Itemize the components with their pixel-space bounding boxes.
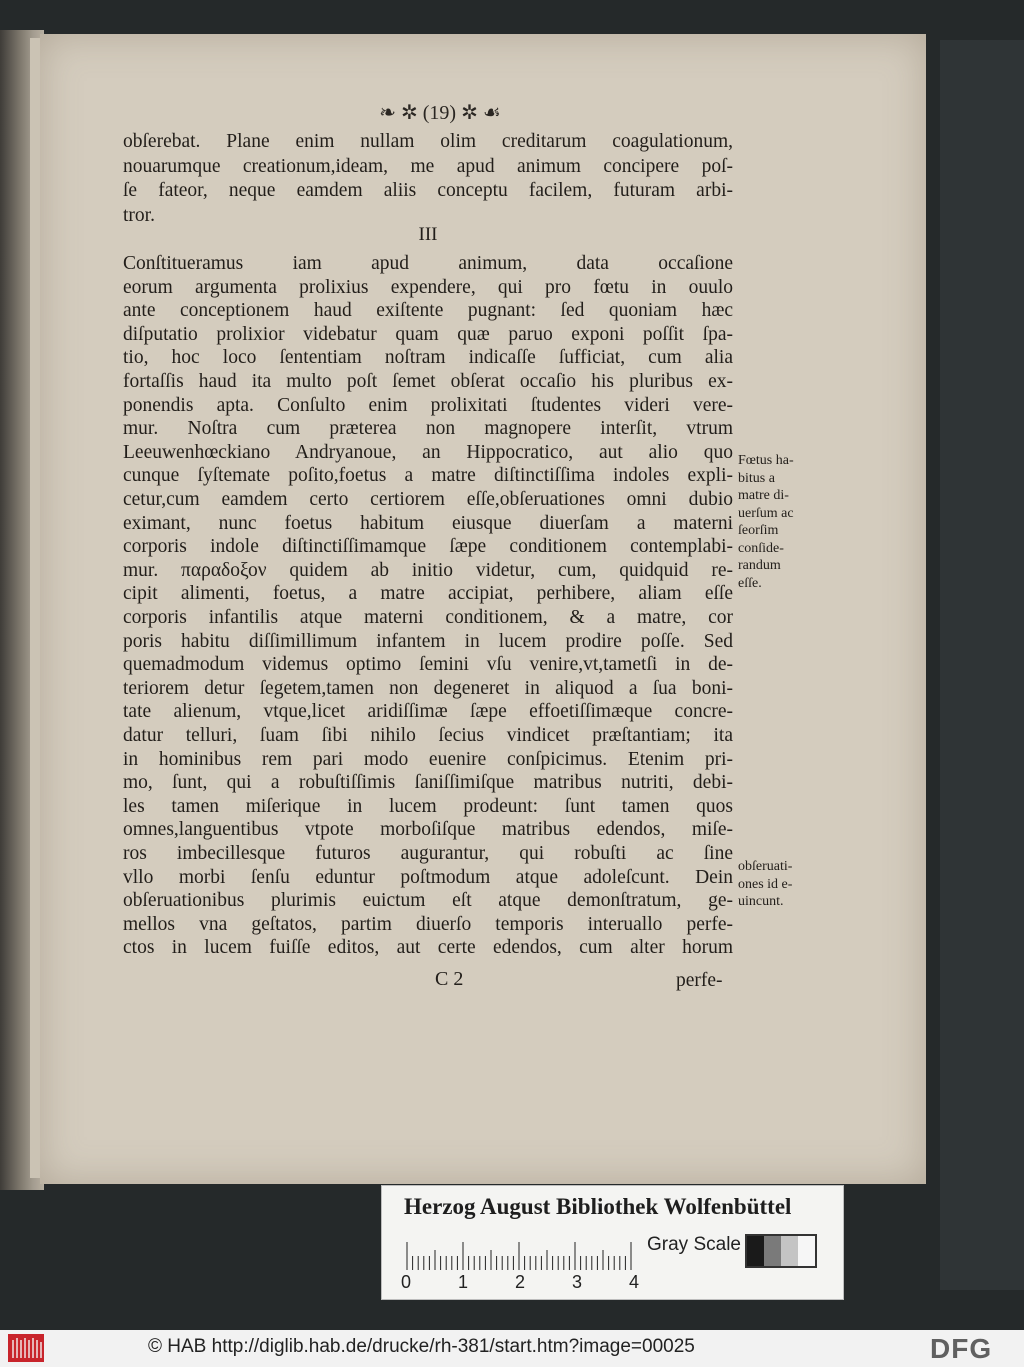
margin-note-line: ones id e- bbox=[738, 876, 793, 892]
footer-bar bbox=[0, 1330, 1024, 1367]
scan-background-stripe bbox=[940, 40, 1024, 1290]
catchword: perfe- bbox=[676, 970, 723, 991]
section-heading: III bbox=[418, 224, 438, 245]
text-line: nouarumque creationum,ideam, me apud animum concipere poſ- bbox=[123, 155, 733, 177]
page-ornament-right: ✲ ☙ bbox=[456, 102, 501, 124]
library-name: Herzog August Bibliothek Wolfenbüttel bbox=[404, 1194, 792, 1219]
grayscale-swatch bbox=[764, 1236, 781, 1266]
margin-note-line: ſeorſim bbox=[738, 523, 779, 538]
text-line: corporis infantilis atque materni conditionem, & a matre, cor bbox=[123, 607, 733, 628]
text-line: cipit alimenti, foetus, a matre accipiat, perhibere, aliam eſſe bbox=[123, 583, 733, 605]
text-line: corporis indole diſtinctiſſimamque ſæpe conditionem contemplabi- bbox=[123, 536, 733, 558]
text-line: les tamen miſerique in lucem prodeunt: ſunt tamen quos bbox=[123, 795, 733, 817]
ruler-label: 2 bbox=[515, 1272, 526, 1292]
text-line: ctos in lucem fuiſſe editos, aut certe edendos, cum alter horum bbox=[123, 937, 733, 959]
grayscale-swatch bbox=[781, 1236, 798, 1266]
text-line: mur. Noſtra cum præterea non magnopere interſit, vtrum bbox=[123, 418, 733, 440]
text-line: diſputatio prolixior videbatur quam quæ paruo exponi poſſit ſpa- bbox=[123, 323, 733, 345]
margin-note-line: randum bbox=[738, 558, 781, 573]
page-number-text: (19) bbox=[422, 102, 457, 124]
ruler-label: 4 bbox=[629, 1272, 640, 1292]
text-line: ros imbecillesque futuros augurantur, qui robuſti ac ſine bbox=[123, 843, 733, 864]
margin-note-line: conſide- bbox=[738, 540, 784, 556]
margin-note-line: eſſe. bbox=[738, 575, 762, 591]
ruler-label: 1 bbox=[458, 1272, 469, 1292]
text-line: obſerebat. Plane enim nullam olim creditarum coagulationum, bbox=[123, 131, 733, 152]
scale-card bbox=[381, 1185, 844, 1300]
page-number bbox=[330, 100, 550, 125]
text-line: eorum argumenta prolixius expendere, qui pro fœtu in ouulo bbox=[123, 276, 733, 298]
text-line: ſe fateor, neque eamdem aliis conceptu facilem, futuram arbi- bbox=[123, 180, 733, 201]
text-line: in hominibus rem pari modo euenire conſpicimus. Etenim pri- bbox=[123, 748, 733, 770]
text-line: quemadmodum videmus optimo ſemini vſu venire,vt,tametſi in de- bbox=[123, 654, 733, 676]
margin-note-line: bitus a bbox=[738, 470, 775, 486]
margin-note-line: Fœtus ha- bbox=[738, 453, 794, 468]
page-ornament-left: ❧ ✲ bbox=[379, 102, 423, 124]
signature-mark: C 2 bbox=[435, 968, 464, 990]
hab-logo-icon bbox=[8, 1334, 44, 1362]
text-line: poris habitu diſſimillimum infantem in lucem prodire poſſe. Sed bbox=[123, 630, 733, 652]
grayscale-swatch bbox=[747, 1236, 764, 1266]
text-line: cunque ſyſtemate poſito,foetus a matre diſtinctiſſima indoles expli- bbox=[123, 465, 733, 487]
ruler-label: 0 bbox=[401, 1272, 412, 1292]
text-line: datur telluri, ſuam ſibi nihilo ſecius vindicet præſtantiam; ita bbox=[123, 725, 733, 746]
text-line: eximant, nunc foetus habitum eiusque diuerſam a materni bbox=[123, 512, 733, 534]
text-line: mur. παραδοξον quidem ab initio videtur, cum, quidquid re- bbox=[123, 559, 733, 581]
ruler bbox=[406, 1240, 632, 1270]
copyright-link[interactable]: © HAB http://diglib.hab.de/drucke/rh-381/start.htm?image=00025 bbox=[148, 1336, 695, 1357]
margin-note-line: matre di- bbox=[738, 488, 789, 503]
text-line: cetur,cum eamdem certo certiorem eſſe,obſeruationes omni dubio bbox=[123, 489, 733, 510]
text-line: Leeuwenhœckiano Andryanoue, an Hippocratico, aut alio quo bbox=[123, 441, 733, 463]
text-line: vllo morbi ſenſu eduntur poſtmodum atque adoleſcunt. Dein bbox=[123, 866, 733, 888]
text-line: mellos vna geſtatos, partim diuerſo temporis interuallo perfe- bbox=[123, 913, 733, 935]
text-line: mo, ſunt, qui a robuſtiſſimis ſaniſſimiſque matribus nutriti, debi- bbox=[123, 772, 733, 794]
text-line: Conſtitueramus iam apud animum, data occaſione bbox=[123, 253, 733, 274]
text-line: omnes,languentibus vtpote morboſiſque matribus edendos, miſe- bbox=[123, 819, 733, 841]
text-line: tate alienum, vtque,licet aridiſſimæ ſæpe effoetiſſimæque concre- bbox=[123, 701, 733, 723]
text-line: tror. bbox=[123, 204, 155, 226]
text-line: tio, hoc loco ſententiam noſtram indicaſſe ſufficiat, cum alia bbox=[123, 347, 733, 369]
text-line: fortaſſis haud ita multo poſt ſemet obſerat occaſio his pluribus ex- bbox=[123, 371, 733, 392]
margin-note-line: uerſum ac bbox=[738, 505, 794, 521]
text-line: obſeruationibus plurimis euictum eſt atque demonſtratum, ge- bbox=[123, 890, 733, 912]
margin-note-line: uincunt. bbox=[738, 894, 784, 909]
margin-note-line: obſeruati- bbox=[738, 859, 793, 874]
text-line: teriorem detur ſegetem,tamen non degeneret in aliquod a ſua boni- bbox=[123, 677, 733, 699]
text-line: ponendis apta. Conſulto enim prolixitati ſtudentes videri vere- bbox=[123, 394, 733, 416]
grayscale-swatch bbox=[798, 1236, 815, 1266]
text-line: ante conceptionem haud exiſtente pugnant: ſed quoniam hæc bbox=[123, 300, 733, 322]
grayscale-label: Gray Scale bbox=[647, 1234, 741, 1255]
ruler-label: 3 bbox=[572, 1272, 583, 1292]
dfg-logo: DFG bbox=[930, 1333, 993, 1364]
grayscale-swatches bbox=[745, 1234, 817, 1268]
